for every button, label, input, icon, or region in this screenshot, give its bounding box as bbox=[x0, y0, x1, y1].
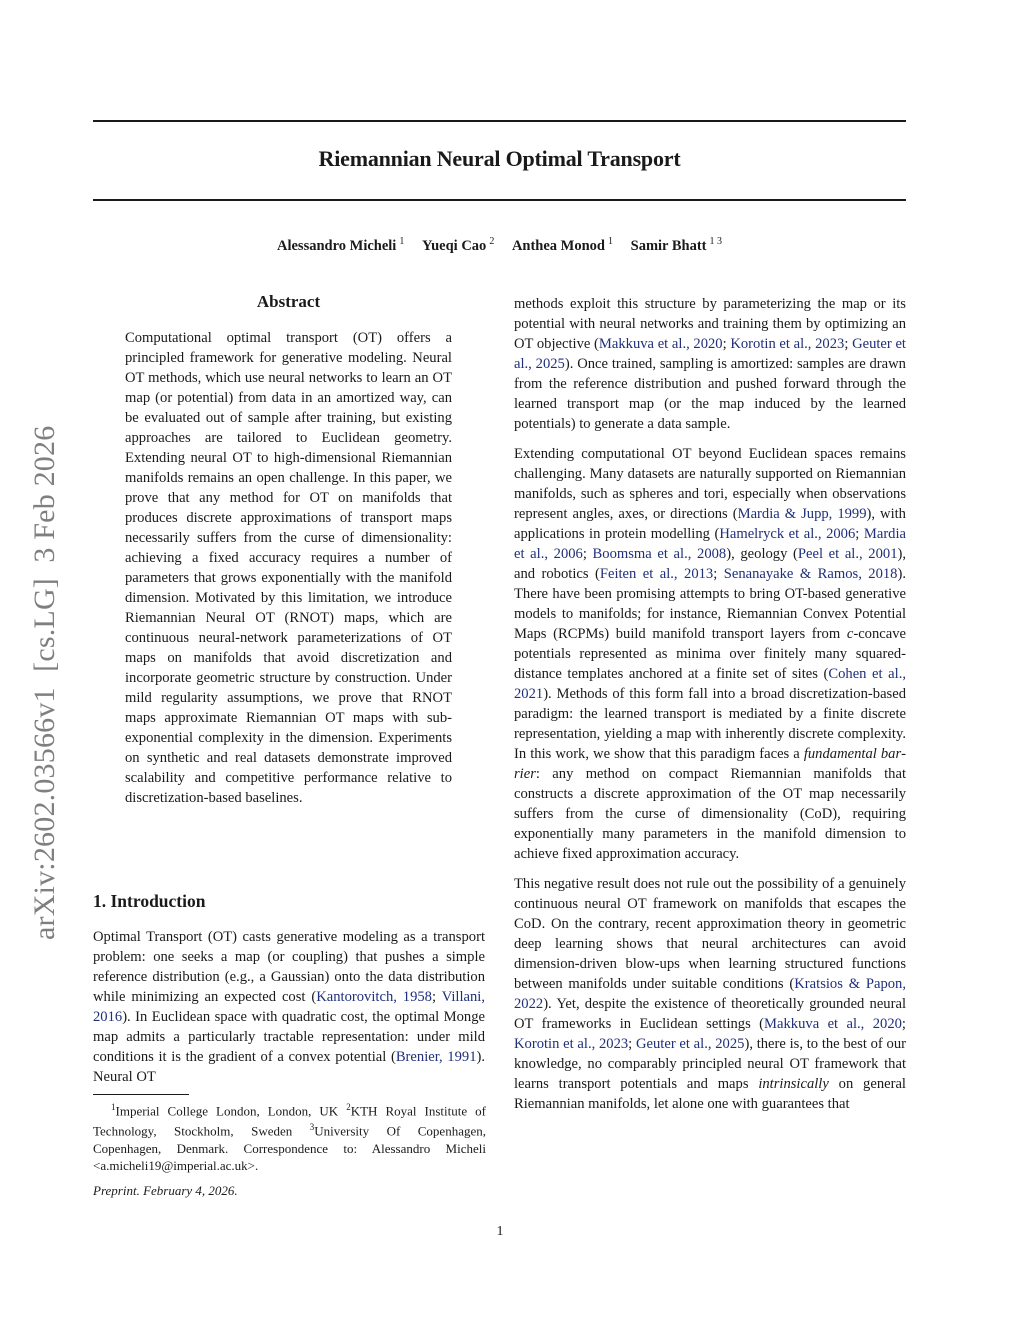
citation-link[interactable]: Hamelryck et al., 2006 bbox=[719, 526, 856, 542]
citation-link[interactable]: Geuter et al., 2025 bbox=[514, 336, 906, 372]
citation-link[interactable]: Korotin et al., 2023 bbox=[730, 336, 845, 352]
paragraph: methods exploit this structure by parameterizing the map or its potential with neural networks and training them by optimizing an OT objective (Makkuva et al., 2020; Korotin et al., 2023; Geuter et al., 2025). Once trained, sampling is amortized: samples are drawn from the reference distribution and pushed forward through the learned transport map (or the map induced by the learned potentials) to generate a data sample. bbox=[514, 296, 906, 432]
citation-link[interactable]: Makkuva et al., 2020 bbox=[764, 1016, 902, 1032]
citation-link[interactable]: Feiten et al., 2013 bbox=[599, 566, 714, 582]
citation-link[interactable]: Makkuva et al., 2020 bbox=[598, 336, 723, 352]
citation-link[interactable]: Peel et al., 2001 bbox=[797, 546, 898, 562]
citation-link[interactable]: Senanayake & Ramos, 2018 bbox=[723, 566, 898, 582]
paragraph: This negative result does not rule out the possibility of a genuinely continuous neural OT framework on manifolds that escapes the CoD. On the contrary, recent approximation theory in geometric deep learning shows that neural architectures can avoid dimension-driven blow-ups when learning structured functions between manifolds under suitable conditions (Kratsios & Papon, 2022). Yet, despite the existence of theoretically grounded neural OT frameworks in Euclidean settings (Makkuva et al., 2020; Korotin et al., 2023; Geuter et al., 2025), there is, to the best of our knowledge, no comparably principled neural OT framework that learns transport potentials and maps intrinsically on general Riemannian manifolds, let alone one with guarantees that bbox=[514, 876, 906, 1112]
citation-link[interactable]: Cohen et al., 2021 bbox=[514, 666, 906, 702]
citation-link[interactable]: Geuter et al., 2025 bbox=[635, 1036, 745, 1052]
affiliations-footnote: $^1$Imperial College London, London, UK $^2$KTH Royal Institute of Technology, Stockholm, Sweden $^3$University Of Copenhagen, Copenhagen, Denmark. Correspondence to: Alessandro Micheli <a.micheli19@imperial.ac.uk>. bbox=[93, 1102, 486, 1173]
footnote-rule bbox=[93, 1094, 189, 1095]
page-number: 1 bbox=[496, 1224, 504, 1239]
paper-title: Riemannian Neural Optimal Transport bbox=[318, 146, 681, 171]
arxiv-identifier: arXiv:2602.03566v1 [cs.LG] 3 Feb 2026 bbox=[28, 425, 61, 940]
citation-link[interactable]: Mardia et al., 2006 bbox=[514, 526, 907, 562]
citation-link[interactable]: Kratsios & Papon, 2022 bbox=[514, 976, 906, 1012]
citation-link[interactable]: Kantorovitch, 1958 bbox=[316, 989, 432, 1005]
citation-link[interactable]: Boomsma et al., 2008 bbox=[592, 546, 727, 562]
section-heading-introduction: 1. Introduction bbox=[93, 891, 206, 911]
introduction-body bbox=[93, 927, 485, 1087]
preprint-date: Preprint. February 4, 2026. bbox=[93, 1183, 238, 1198]
author: Alessandro Micheli $^1$ bbox=[276, 236, 405, 254]
author: Samir Bhatt $^{1 3}$ bbox=[630, 236, 722, 254]
abstract-text: Computational optimal transport (OT) offers a principled framework for generative modeling. Neural OT methods, which use neural networks to learn an OT map (or potential) from data in an amortized way, can be evaluated out of sample after training, but existing approaches are tailored to Euclidean geometry. Extending neural OT to high-dimensional Riemannian manifolds remains an open challenge. In this paper, we prove that any method for OT on manifolds that produces discrete approximations of transport maps necessarily suffers from the curse of dimensionality: achieving a fixed accuracy requires a number of parameters that grows exponentially with the manifold dimension. Motivated by this limitation, we introduce Riemannian Neural OT (RNOT) maps, which are continuous neural-network parameterizations of OT maps on manifolds that avoid discretization and incorporate geometric structure by construction. Under mild regularity assumptions, we prove that RNOT maps approximate Riemannian OT maps with sub-exponential complexity in the dimension. Experiments on synthetic and real datasets demonstrate improved scalability and competitive performance relative to discretization-based baselines. bbox=[125, 330, 452, 806]
author: Anthea Monod $^1$ bbox=[511, 236, 613, 254]
paragraph: Optimal Transport (OT) casts generative modeling as a transport problem: one seeks a map (or coupling) that pushes a simple reference distribution (e.g., a Gaussian) onto the data distribution while minimizing an expected cost (Kantorovitch, 1958; Villani, 2016). In Euclidean space with quadratic cost, the optimal Monge map admits a particularly tractable representation: under mild conditions it is the gradient of a convex potential (Brenier, 1991). Neural OT bbox=[93, 929, 486, 1085]
title-rule-top bbox=[93, 120, 906, 122]
citation-link[interactable]: Brenier, 1991 bbox=[395, 1049, 477, 1065]
author: Yueqi Cao $^2$ bbox=[421, 236, 495, 254]
citation-link[interactable]: Villani, 2016 bbox=[93, 989, 485, 1025]
author-list bbox=[93, 236, 906, 255]
paragraph: Extending computational OT beyond Euclidean spaces remains challenging. Many datasets are naturally supported on Riemannian manifolds, such as spheres and tori, especially when observations represent angles, axes, or directions (Mardia & Jupp, 1999), with applications in protein modelling (Hamelryck et al., 2006; Mardia et al., 2006; Boomsma et al., 2008), geology (Peel et al., 2001), and robotics (Feiten et al., 2013; Senanayake & Ramos, 2018). There have been promising attempts to bring OT-based generative models to manifolds; for instance, Riemannian Convex Potential Maps (RCPMs) build manifold transport layers from c-concave potentials represented as minima over finitely many squared-distance templates anchored at a finite set of sites (Cohen et al., 2021). Methods of this form fall into a broad discretization-based paradigm: the learned transport is mediated by a finite discrete representation, yielding a map with inherently discrete complexity. In this work, we show that this paradigm faces a fundamental barrier: any method on compact Riemannian manifolds that constructs a discrete approximation of the OT map necessarily suffers from the curse of dimensionality (CoD), requiring exponentially many parameters in the manifold dimension to achieve fixed approximation accuracy. bbox=[514, 446, 907, 862]
citation-link[interactable]: Mardia & Jupp, 1999 bbox=[737, 506, 867, 522]
abstract-heading: Abstract bbox=[256, 292, 321, 311]
citation-link[interactable]: Korotin et al., 2023 bbox=[514, 1036, 629, 1052]
title-rule-bottom bbox=[93, 199, 906, 201]
abstract-body bbox=[125, 328, 452, 808]
right-column-body bbox=[514, 294, 906, 1114]
